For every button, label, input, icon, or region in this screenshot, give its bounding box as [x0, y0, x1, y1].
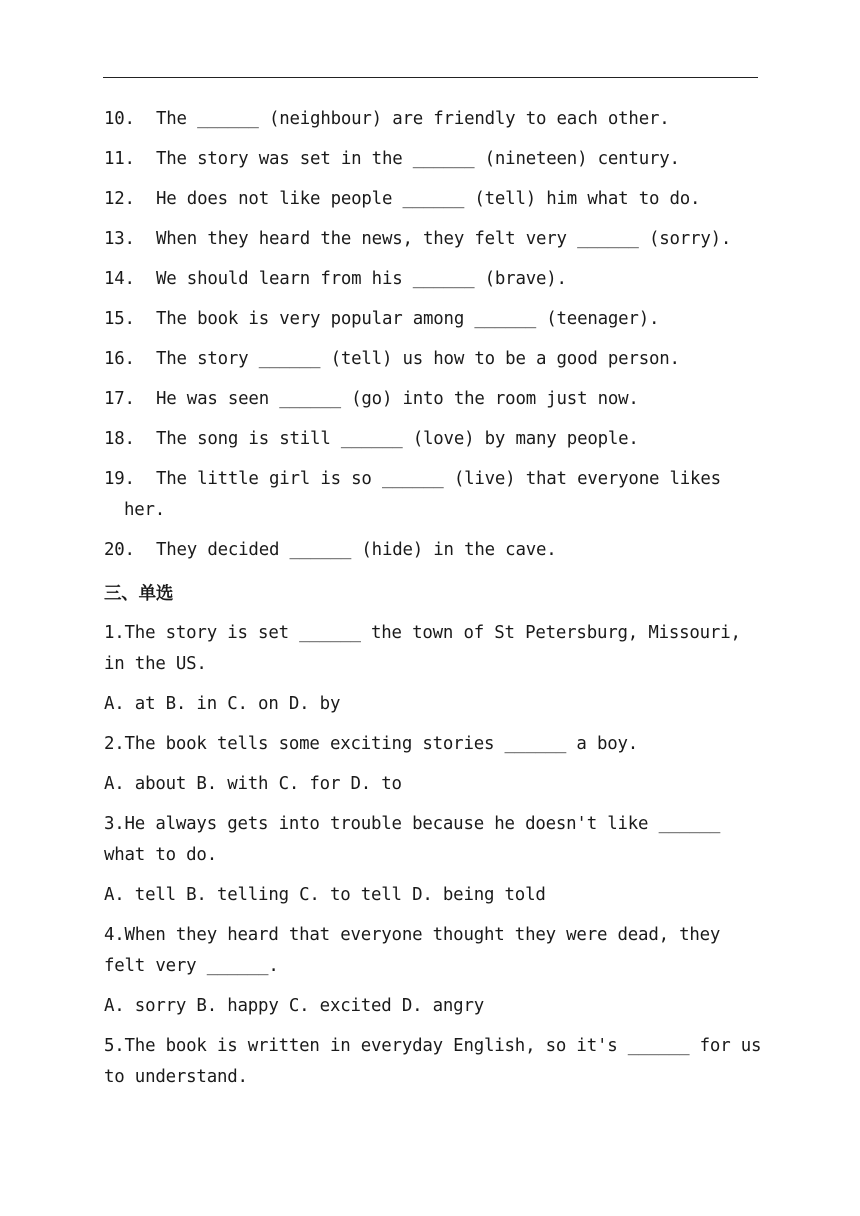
header-rule — [103, 77, 758, 78]
item-text: The story was set in the ______ (nineteen) century. — [156, 149, 680, 169]
list-item — [104, 344, 759, 375]
question-line: 1.The story is set ______ the town of St Petersburg, Missouri, — [104, 623, 741, 643]
section-title: 三、单选 — [104, 584, 174, 604]
item-text: When they heard the news, they felt very ______ (sorry). — [156, 229, 732, 249]
question-line: 5.The book is written in everyday English, so it's ______ for us — [104, 1036, 762, 1056]
question-line: felt very ______. — [104, 956, 279, 976]
list-item — [104, 184, 759, 215]
fill-in-list — [104, 104, 759, 566]
question-options: A. at B. in C. on D. by — [104, 694, 341, 714]
question-line: what to do. — [104, 845, 217, 865]
question — [104, 729, 759, 760]
list-item-continuation — [104, 495, 759, 526]
item-number: 17. — [104, 389, 135, 409]
question — [104, 1031, 762, 1093]
item-number: 13. — [104, 229, 135, 249]
document-page — [104, 104, 762, 1102]
question — [104, 809, 759, 871]
list-item — [104, 424, 759, 455]
question-line: in the US. — [104, 654, 207, 674]
item-text: The little girl is so ______ (live) that everyone likes — [156, 469, 721, 489]
mcq-list — [104, 618, 762, 1093]
list-item — [104, 535, 759, 566]
list-item — [104, 144, 759, 175]
item-number: 19. — [104, 469, 135, 489]
item-text: We should learn from his ______ (brave). — [156, 269, 567, 289]
list-item — [104, 104, 759, 135]
list-item — [104, 304, 759, 335]
item-number: 16. — [104, 349, 135, 369]
item-number: 10. — [104, 109, 135, 129]
question-line: 3.He always gets into trouble because he doesn't like ______ — [104, 814, 721, 834]
item-text: The ______ (neighbour) are friendly to each other. — [156, 109, 670, 129]
question-line: 4.When they heard that everyone thought they were dead, they — [104, 925, 721, 945]
item-number: 20. — [104, 540, 135, 560]
question-options: A. tell B. telling C. to tell D. being told — [104, 885, 546, 905]
list-item — [104, 264, 759, 295]
item-number: 12. — [104, 189, 135, 209]
question — [104, 618, 759, 680]
list-item — [104, 464, 759, 495]
item-number: 15. — [104, 309, 135, 329]
item-text: They decided ______ (hide) in the cave. — [156, 540, 557, 560]
item-text-continuation: her. — [124, 500, 166, 520]
question-options: A. about B. with C. for D. to — [104, 774, 402, 794]
list-item — [104, 384, 759, 415]
item-text: The book is very popular among ______ (teenager). — [156, 309, 660, 329]
question — [104, 920, 759, 982]
item-number: 11. — [104, 149, 135, 169]
question-options: A. sorry B. happy C. excited D. angry — [104, 996, 484, 1016]
item-number: 14. — [104, 269, 135, 289]
question-line: to understand. — [104, 1067, 248, 1087]
question-line: 2.The book tells some exciting stories ______ a boy. — [104, 734, 639, 754]
item-text: He was seen ______ (go) into the room just now. — [156, 389, 639, 409]
item-text: The song is still ______ (love) by many people. — [156, 429, 639, 449]
item-text: He does not like people ______ (tell) him what to do. — [156, 189, 701, 209]
list-item — [104, 224, 759, 255]
item-text: The story ______ (tell) us how to be a good person. — [156, 349, 680, 369]
item-number: 18. — [104, 429, 135, 449]
